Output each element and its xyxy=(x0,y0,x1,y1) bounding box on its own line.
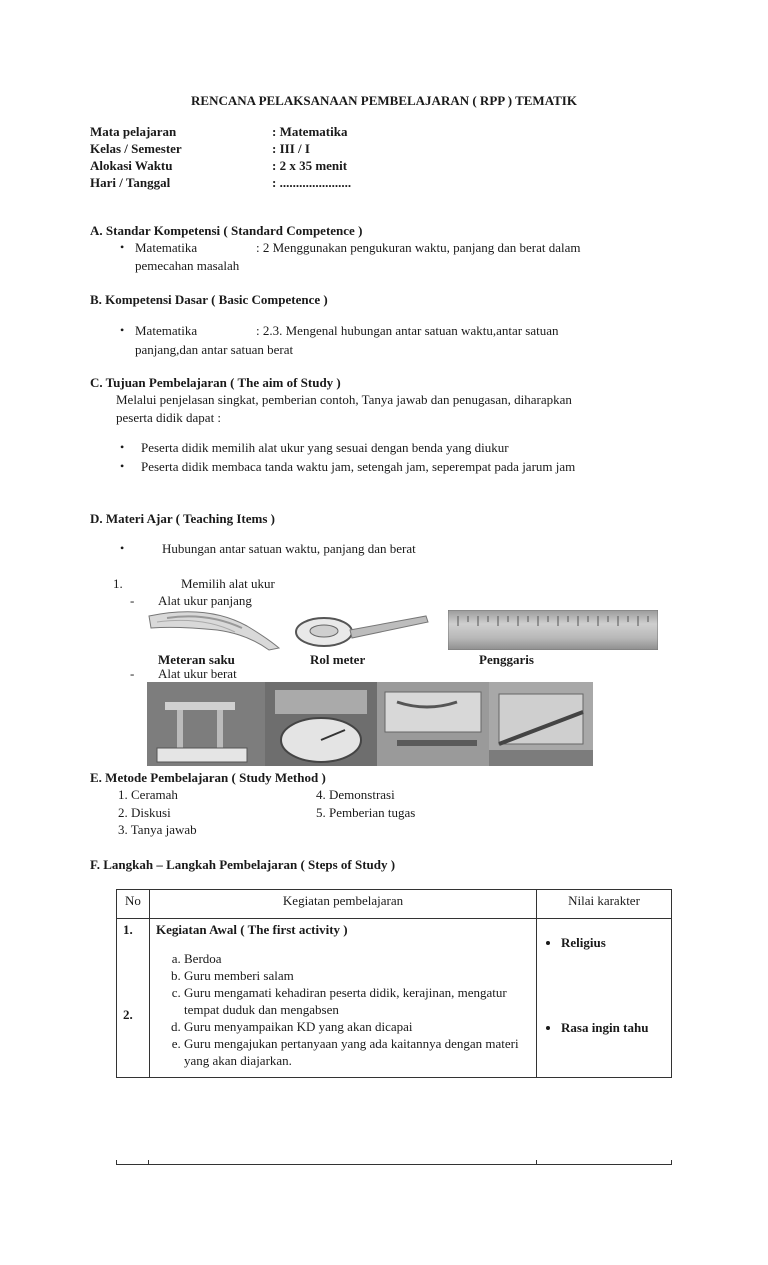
list-item: a. Berdoa xyxy=(184,950,530,967)
section-c-paragraph: Melalui penjelasan singkat, pemberian contoh, Tanya jawab dan penugasan, diharapkan xyxy=(116,392,572,407)
header-character: Nilai karakter xyxy=(537,890,672,919)
section-c-bullet-2: Peserta didik membaca tanda waktu jam, setengah jam, seperempat pada jarum jam xyxy=(141,459,576,474)
weighing-scale-image-3 xyxy=(377,682,489,766)
section-c-bullet-1: Peserta didik memilih alat ukur yang sesuai dengan benda yang diukur xyxy=(141,440,509,455)
ruler-image xyxy=(448,610,658,650)
row-number-2: 2. xyxy=(123,1007,133,1022)
character-list xyxy=(543,934,665,1036)
section-d-sub-weight: Alat ukur berat xyxy=(158,666,237,681)
section-a-heading: A. Standar Kompetensi ( Standard Competence ) xyxy=(90,223,363,238)
section-d-number: 1. xyxy=(113,576,123,591)
caption-roll-meter: Rol meter xyxy=(310,652,366,667)
info-value-date: : ...................... xyxy=(272,175,352,190)
bullet-icon: • xyxy=(120,440,125,454)
dash-marker: - xyxy=(130,593,135,608)
document-title: RENCANA PELAKSANAAN PEMBELAJARAN ( RPP ) TEMATIK xyxy=(191,93,577,108)
section-b-subject: Matematika xyxy=(135,323,198,338)
bullet-icon: • xyxy=(120,541,125,555)
section-f-heading: F. Langkah – Langkah Pembelajaran ( Steps of Study ) xyxy=(90,857,396,872)
character-cell xyxy=(537,919,672,1078)
header-activity: Kegiatan pembelajaran xyxy=(150,890,537,919)
next-table-left-edge xyxy=(116,1160,117,1165)
character-curiosity: • Rasa ingin tahu xyxy=(561,1019,665,1036)
method-3: 3. Tanya jawab xyxy=(118,822,197,837)
info-key-time: Alokasi Waktu xyxy=(90,158,173,173)
section-e-heading: E. Metode Pembelajaran ( Study Method ) xyxy=(90,770,326,785)
method-4: 4. Demonstrasi xyxy=(316,787,395,802)
bullet-icon: • xyxy=(120,240,125,254)
section-d-heading: D. Materi Ajar ( Teaching Items ) xyxy=(90,511,275,526)
info-key-class: Kelas / Semester xyxy=(90,141,182,156)
measuring-tape-image xyxy=(147,608,282,652)
dash-marker: - xyxy=(130,666,135,681)
weighing-scale-image-2 xyxy=(265,682,377,766)
character-religious: • Religius xyxy=(561,934,665,951)
caption-ruler: Penggaris xyxy=(479,652,534,667)
steps-table xyxy=(116,889,672,1078)
section-d-sub-length: Alat ukur panjang xyxy=(158,593,252,608)
section-a-text-cont: pemecahan masalah xyxy=(135,258,240,273)
section-b-heading: B. Kompetensi Dasar ( Basic Competence ) xyxy=(90,292,328,307)
weighing-scale-image-1 xyxy=(147,682,265,766)
method-2: 2. Diskusi xyxy=(118,805,171,820)
section-c-paragraph-cont: peserta didik dapat : xyxy=(116,410,222,425)
next-table-divider-2 xyxy=(536,1160,537,1165)
table-header-row xyxy=(117,890,672,919)
section-a-text: : 2 Menggunakan pengukuran waktu, panjang dan berat dalam xyxy=(256,240,581,255)
list-item: c. Guru mengamati kehadiran peserta didik, kerajinan, mengatur tempat duduk dan mengabsen xyxy=(184,984,530,1018)
list-item: b. Guru memberi salam xyxy=(184,967,530,984)
method-1: 1. Ceramah xyxy=(118,787,178,802)
row-number-1: 1. xyxy=(123,922,133,937)
activity-list xyxy=(156,950,530,1069)
next-table-divider-1 xyxy=(148,1160,149,1165)
info-value-subject: : Matematika xyxy=(272,124,348,139)
activity-cell xyxy=(150,919,537,1078)
section-d-bullet: Hubungan antar satuan waktu, panjang dan berat xyxy=(162,541,416,556)
caption-pocket-meter: Meteran saku xyxy=(158,652,235,667)
section-c-heading: C. Tujuan Pembelajaran ( The aim of Study ) xyxy=(90,375,341,390)
section-a-subject: Matematika xyxy=(135,240,198,255)
row-number-cell xyxy=(117,919,150,1078)
activity-title: Kegiatan Awal ( The first activity ) xyxy=(156,922,348,937)
table-row xyxy=(117,919,672,1078)
bullet-icon: • xyxy=(120,323,125,337)
info-value-time: : 2 x 35 menit xyxy=(272,158,348,173)
weighing-scale-image-4 xyxy=(489,682,593,766)
info-key-subject: Mata pelajaran xyxy=(90,124,177,139)
next-table-right-edge xyxy=(671,1160,672,1165)
next-table-top-border xyxy=(116,1164,672,1165)
header-no: No xyxy=(117,890,150,919)
section-b-text-cont: panjang,dan antar satuan berat xyxy=(135,342,294,357)
info-key-date: Hari / Tanggal xyxy=(90,175,171,190)
bullet-icon: • xyxy=(120,459,125,473)
section-d-item-1: Memilih alat ukur xyxy=(181,576,275,591)
list-item: d. Guru menyampaikan KD yang akan dicapai xyxy=(184,1018,530,1035)
section-b-text: : 2.3. Mengenal hubungan antar satuan waktu,antar satuan xyxy=(256,323,559,338)
roll-meter-image xyxy=(286,608,431,652)
method-5: 5. Pemberian tugas xyxy=(316,805,416,820)
info-value-class: : III / I xyxy=(272,141,310,156)
list-item: e. Guru mengajukan pertanyaan yang ada kaitannya dengan materi yang akan diajarkan. xyxy=(184,1035,530,1069)
